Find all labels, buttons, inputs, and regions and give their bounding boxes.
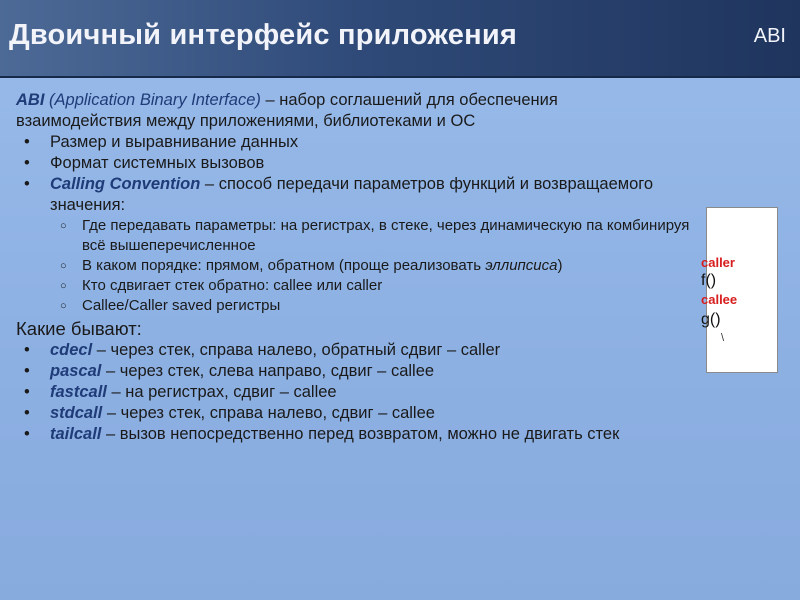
list-item (16, 403, 786, 424)
list-item (16, 174, 786, 316)
bullet-list (16, 132, 786, 316)
sub-bullet-em: эллипсиса (485, 257, 558, 274)
sub-list-item (50, 256, 690, 276)
sub-bullet-post: ) (557, 257, 563, 274)
kinds-list (16, 340, 786, 445)
calling-convention-rest: – способ передачи параметров функций и возвращаемого значения: (50, 175, 654, 214)
calling-convention-term: Calling Convention (50, 175, 201, 193)
kind-term: stdcall (50, 404, 103, 422)
list-item (16, 382, 786, 403)
intro-line2: взаимодействия между приложениями, библиотеками и ОС (16, 112, 476, 130)
list-item (16, 424, 786, 445)
list-item (16, 361, 786, 382)
kind-term: fastcall (50, 383, 107, 401)
kind-text: – через стек, справа налево, обратный сдвиг – caller (92, 341, 501, 359)
bullet-text: Формат системных вызовов (50, 154, 265, 172)
intro-term-expanded: (Application Binary Interface) (49, 91, 261, 109)
kinds-heading: Какие бывают: (16, 318, 142, 339)
intro-paragraph (16, 90, 786, 132)
caller-label: caller (701, 255, 735, 270)
sub-bullet-text: Где передавать параметры: на регистрах, в стеке, через динамическую па комбинируя всё вышеперечисленное (82, 217, 690, 254)
sub-bullet-text: Callee/Caller saved регистры (82, 297, 281, 314)
callee-function: g() (701, 311, 721, 328)
caller-function: f() (701, 272, 717, 289)
slide-title: Двоичный интерфейс приложения (9, 19, 517, 51)
bullet-text: Размер и выравнивание данных (50, 133, 299, 151)
intro-rest-line1: – набор соглашений для обеспечения (260, 91, 558, 109)
kind-text: – на регистрах, сдвиг – callee (106, 383, 337, 401)
intro-term: ABI (16, 91, 45, 109)
header-tag: ABI (753, 25, 786, 47)
call-stack-illustration (701, 207, 778, 373)
sub-bullet-list (50, 216, 690, 316)
callee-label: callee (701, 292, 738, 307)
slide-content (16, 90, 786, 445)
sub-list-item (50, 276, 690, 296)
sub-list-item (50, 216, 690, 256)
tick-mark: \ (721, 332, 725, 344)
kind-term: cdecl (50, 341, 93, 359)
sub-bullet-pre: В каком порядке: прямом, обратном (проще реализовать (82, 257, 486, 274)
sub-list-item (50, 296, 690, 316)
list-item (16, 132, 786, 153)
kind-text: – через стек, справа налево, сдвиг – callee (102, 404, 435, 422)
list-item (16, 153, 786, 174)
kind-term: pascal (50, 362, 102, 380)
kind-text: – вызов непосредственно перед возвратом, можно не двигать стек (101, 425, 620, 443)
slide-header (0, 0, 800, 78)
kind-text: – через стек, слева направо, сдвиг – callee (101, 362, 435, 380)
list-item (16, 340, 786, 361)
sub-bullet-text: Кто сдвигает стек обратно: callee или caller (82, 277, 383, 294)
kind-term: tailcall (50, 425, 102, 443)
